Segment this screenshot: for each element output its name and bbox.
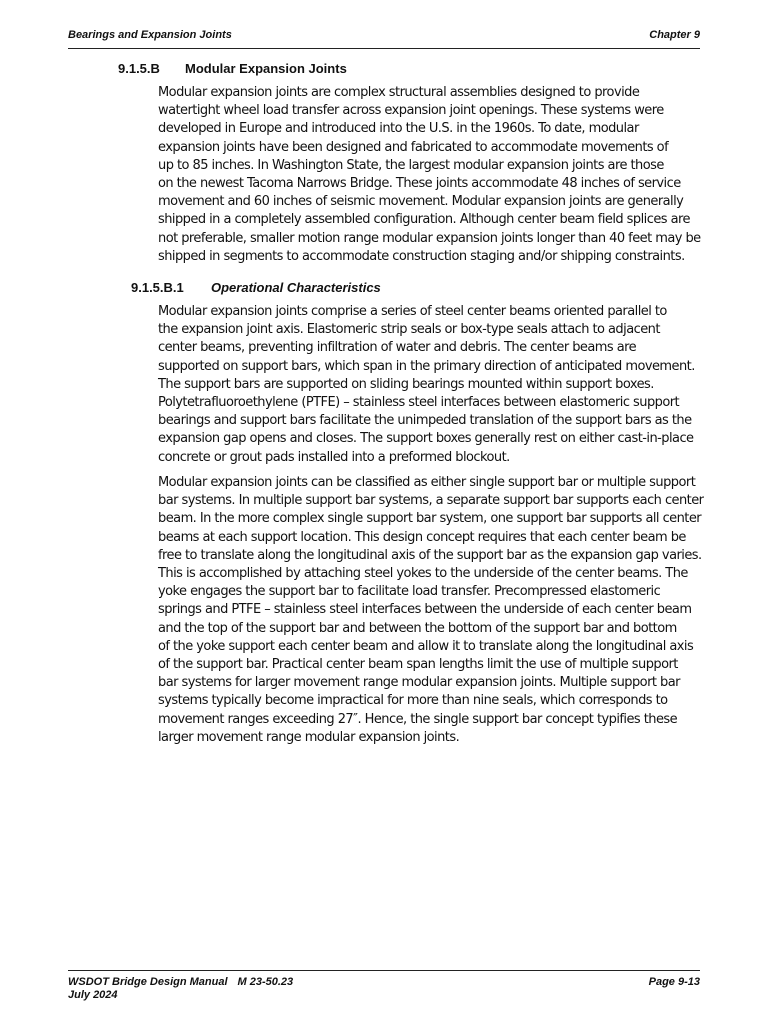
text-line: expansion joints have been designed and fabricated to accommodate movements of xyxy=(158,139,669,155)
text-line: watertight wheel load transfer across expansion joint openings. These systems were xyxy=(158,103,664,119)
text-line: Modular expansion joints can be classified as either single support bar or multiple support xyxy=(158,475,696,490)
text-line: springs and PTFE – stainless steel interfaces between the underside of each center beam xyxy=(158,602,692,618)
text-line: developed in Europe and introduced into the U.S. in the 1960s. To date, modular xyxy=(158,121,639,137)
text-line: larger movement range modular expansion joints. xyxy=(158,729,460,745)
text-line: of the support bar. Practical center beam span lengths limit the use of multiple support xyxy=(158,657,678,673)
text-line: The support bars are supported on sliding bearings mounted within support boxes. xyxy=(158,376,654,392)
text-line: the expansion joint axis. Elastomeric strip seals or box-type seals attach to adjacent xyxy=(158,322,660,338)
text-line: expansion gap opens and closes. The support boxes generally rest on either cast-in-place xyxy=(158,431,694,447)
text-line: beams at each support location. This design concept requires that each center beam be xyxy=(158,529,686,545)
text-line: concrete or grout pads installed into a preformed blockout. xyxy=(158,449,510,465)
subsection-paragraph-1 xyxy=(158,303,704,467)
page-header xyxy=(68,28,700,49)
footer-date: July 2024 xyxy=(68,989,118,1001)
text-line: shipped in a completely assembled configuration. Although center beam field splices are xyxy=(158,212,690,228)
text-line: up to 85 inches. In Washington State, the largest modular expansion joints are those xyxy=(158,157,664,173)
text-line: movement and 60 inches of seismic movement. Modular expansion joints are generally xyxy=(158,194,684,210)
text-line: systems typically become impractical for more than nine seals, which corresponds to xyxy=(158,693,668,709)
footer-manual-number: M 23-50.23 xyxy=(237,976,294,988)
footer-manual-info xyxy=(68,976,293,1002)
section-heading xyxy=(118,61,347,76)
text-line: yoke engages the support bar to facilitate load transfer. Precompressed elastomeric xyxy=(158,584,661,600)
text-line: beam. In the more complex single support bar system, one support bar supports all center xyxy=(158,511,702,527)
text-line: bearings and support bars facilitate the unimpeded translation of the support bars as the xyxy=(158,413,692,429)
subsection-heading xyxy=(131,280,381,295)
text-line: movement ranges exceeding 27″. Hence, the single support bar concept typifies these xyxy=(158,711,678,727)
footer-page-number: Page 9-13 xyxy=(648,976,700,988)
section-number: 9.1.5.B xyxy=(118,61,160,76)
text-line: Polytetrafluoroethylene (PTFE) – stainless steel interfaces between elastomeric support xyxy=(158,395,680,411)
header-chapter-title: Bearings and Expansion Joints xyxy=(68,29,232,41)
text-line: shipped in segments to accommodate construction staging and/or shipping constraints. xyxy=(158,248,685,264)
text-line: on the newest Tacoma Narrows Bridge. These joints accommodate 48 inches of service xyxy=(158,176,681,192)
text-line: Modular expansion joints are complex structural assemblies designed to provide xyxy=(158,85,640,100)
text-line: bar systems for larger movement range modular expansion joints. Multiple support bar xyxy=(158,675,680,691)
subsection-paragraph-2 xyxy=(158,474,704,747)
text-line: not preferable, smaller motion range modular expansion joints longer than 40 feet may be xyxy=(158,230,701,246)
text-line: and the top of the support bar and between the bottom of the support bar and bottom xyxy=(158,620,677,636)
page-footer xyxy=(68,970,700,1009)
text-line: Modular expansion joints comprise a series of steel center beams oriented parallel to xyxy=(158,304,667,319)
text-line: supported on support bars, which span in the primary direction of anticipated movement. xyxy=(158,358,695,374)
section-title: Modular Expansion Joints xyxy=(185,61,347,76)
subsection-title: Operational Characteristics xyxy=(211,280,381,295)
text-line: bar systems. In multiple support bar systems, a separate support bar supports each center xyxy=(158,493,704,509)
header-chapter-number: Chapter 9 xyxy=(649,29,700,41)
text-line: free to translate along the longitudinal axis of the support bar as the expansion gap varies. xyxy=(158,547,702,563)
text-line: of the yoke support each center beam and allow it to translate along the longitudinal axis xyxy=(158,638,694,654)
text-line: center beams, preventing infiltration of water and debris. The center beams are xyxy=(158,340,637,356)
text-line: This is accomplished by attaching steel yokes to the underside of the center beams. The xyxy=(158,566,688,582)
footer-manual-title: WSDOT Bridge Design Manual xyxy=(68,976,228,988)
section-paragraph xyxy=(158,84,704,266)
subsection-number: 9.1.5.B.1 xyxy=(131,280,184,295)
